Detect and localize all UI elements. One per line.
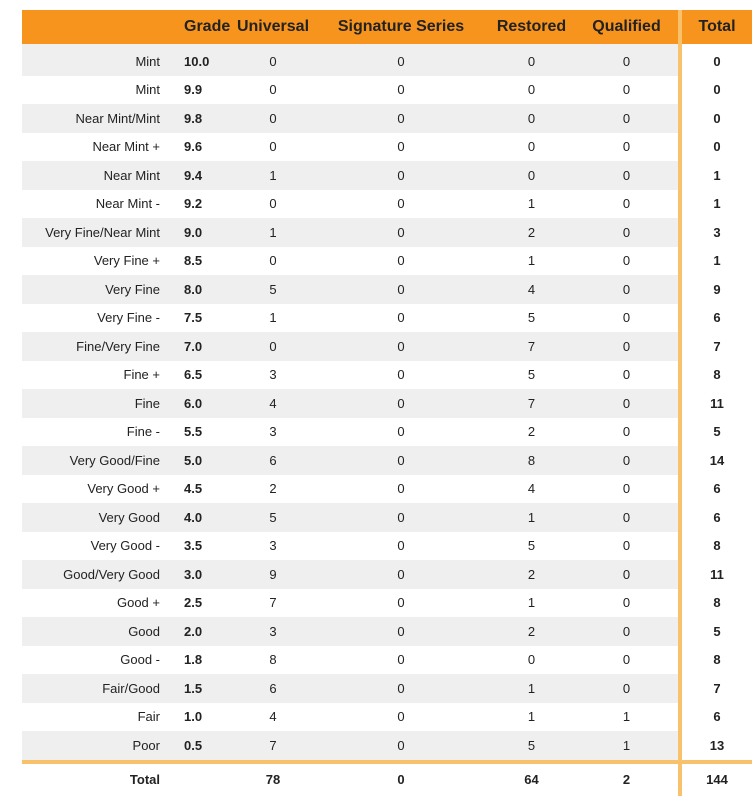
restored-cell: 0 (488, 161, 575, 190)
grade-name-cell: Fine/Very Fine (22, 332, 160, 361)
universal-cell: 9 (232, 560, 314, 589)
total-cell: 3 (680, 218, 752, 247)
signature-series-cell: 0 (314, 304, 488, 333)
signature-series-cell: 0 (314, 332, 488, 361)
signature-series-cell: 0 (314, 646, 488, 675)
restored-cell: 1 (488, 503, 575, 532)
grade-value-cell: 2.5 (160, 589, 232, 618)
grade-value-cell: 1.5 (160, 674, 232, 703)
qualified-cell: 0 (575, 161, 680, 190)
table-row (22, 44, 752, 76)
header-universal: Universal (232, 10, 314, 44)
grade-name-cell: Good/Very Good (22, 560, 160, 589)
total-cell: 7 (680, 332, 752, 361)
restored-cell: 0 (488, 104, 575, 133)
grade-value-cell: 6.0 (160, 389, 232, 418)
total-cell: 6 (680, 503, 752, 532)
table-row (22, 503, 752, 532)
grade-value-cell: 1.8 (160, 646, 232, 675)
total-cell: 8 (680, 361, 752, 390)
grade-value-cell: 5.0 (160, 446, 232, 475)
grade-value-cell: 5.5 (160, 418, 232, 447)
table-header (22, 10, 752, 44)
universal-cell: 0 (232, 104, 314, 133)
total-cell: 11 (680, 560, 752, 589)
header-total: Total (680, 10, 752, 44)
universal-cell: 0 (232, 133, 314, 162)
restored-cell: 1 (488, 674, 575, 703)
grade-name-cell: Mint (22, 76, 160, 105)
grade-value-cell: 7.5 (160, 304, 232, 333)
totals-row (22, 762, 752, 796)
grade-value-cell: 2.0 (160, 617, 232, 646)
grade-name-cell: Very Fine - (22, 304, 160, 333)
qualified-cell: 1 (575, 731, 680, 762)
grade-value-cell: 9.9 (160, 76, 232, 105)
table-row (22, 532, 752, 561)
total-cell: 1 (680, 247, 752, 276)
restored-cell: 2 (488, 218, 575, 247)
signature-series-cell: 0 (314, 275, 488, 304)
total-cell: 6 (680, 703, 752, 732)
table-row (22, 190, 752, 219)
signature-series-cell: 0 (314, 532, 488, 561)
restored-cell: 0 (488, 133, 575, 162)
qualified-cell: 0 (575, 589, 680, 618)
grade-value-cell: 9.0 (160, 218, 232, 247)
total-cell: 14 (680, 446, 752, 475)
restored-cell: 7 (488, 332, 575, 361)
grade-value-cell: 10.0 (160, 44, 232, 76)
universal-cell: 2 (232, 475, 314, 504)
restored-cell: 2 (488, 418, 575, 447)
grade-name-cell: Good + (22, 589, 160, 618)
grade-value-cell: 1.0 (160, 703, 232, 732)
qualified-cell: 0 (575, 76, 680, 105)
grade-value-cell: 4.0 (160, 503, 232, 532)
signature-series-cell: 0 (314, 76, 488, 105)
total-cell: 0 (680, 133, 752, 162)
table-footer (22, 762, 752, 796)
table-row (22, 560, 752, 589)
total-cell: 13 (680, 731, 752, 762)
qualified-cell: 0 (575, 532, 680, 561)
total-cell: 8 (680, 646, 752, 675)
qualified-cell: 0 (575, 133, 680, 162)
grade-value-cell: 9.8 (160, 104, 232, 133)
header-row (22, 10, 752, 44)
qualified-cell: 0 (575, 275, 680, 304)
restored-cell: 1 (488, 190, 575, 219)
signature-series-cell: 0 (314, 104, 488, 133)
total-cell: 1 (680, 161, 752, 190)
grade-name-cell: Near Mint/Mint (22, 104, 160, 133)
universal-cell: 1 (232, 304, 314, 333)
footer-universal: 78 (232, 762, 314, 796)
universal-cell: 3 (232, 617, 314, 646)
universal-cell: 0 (232, 332, 314, 361)
qualified-cell: 0 (575, 332, 680, 361)
qualified-cell: 0 (575, 418, 680, 447)
universal-cell: 0 (232, 76, 314, 105)
qualified-cell: 0 (575, 446, 680, 475)
table-row (22, 389, 752, 418)
signature-series-cell: 0 (314, 247, 488, 276)
signature-series-cell: 0 (314, 218, 488, 247)
signature-series-cell: 0 (314, 703, 488, 732)
restored-cell: 2 (488, 560, 575, 589)
restored-cell: 5 (488, 731, 575, 762)
grade-name-cell: Fair/Good (22, 674, 160, 703)
signature-series-cell: 0 (314, 161, 488, 190)
universal-cell: 0 (232, 44, 314, 76)
universal-cell: 0 (232, 190, 314, 219)
grade-value-cell: 7.0 (160, 332, 232, 361)
header-signature-series: Signature Series (314, 10, 488, 44)
qualified-cell: 0 (575, 475, 680, 504)
qualified-cell: 0 (575, 389, 680, 418)
restored-cell: 8 (488, 446, 575, 475)
table-row (22, 161, 752, 190)
restored-cell: 4 (488, 475, 575, 504)
header-grade: Grade (160, 10, 232, 44)
restored-cell: 5 (488, 361, 575, 390)
grade-name-cell: Fine (22, 389, 160, 418)
total-cell: 8 (680, 532, 752, 561)
table-row (22, 332, 752, 361)
signature-series-cell: 0 (314, 503, 488, 532)
signature-series-cell: 0 (314, 674, 488, 703)
footer-restored: 64 (488, 762, 575, 796)
table-row (22, 475, 752, 504)
grade-value-cell: 9.4 (160, 161, 232, 190)
grade-name-cell: Very Fine + (22, 247, 160, 276)
grade-name-cell: Fair (22, 703, 160, 732)
qualified-cell: 0 (575, 674, 680, 703)
grade-name-cell: Mint (22, 44, 160, 76)
grade-value-cell: 4.5 (160, 475, 232, 504)
universal-cell: 5 (232, 275, 314, 304)
header-grade-name (22, 10, 160, 44)
universal-cell: 5 (232, 503, 314, 532)
grade-value-cell: 3.0 (160, 560, 232, 589)
total-cell: 1 (680, 190, 752, 219)
qualified-cell: 0 (575, 361, 680, 390)
grade-value-cell: 3.5 (160, 532, 232, 561)
restored-cell: 2 (488, 617, 575, 646)
table-row (22, 76, 752, 105)
signature-series-cell: 0 (314, 361, 488, 390)
universal-cell: 8 (232, 646, 314, 675)
qualified-cell: 0 (575, 646, 680, 675)
total-cell: 5 (680, 418, 752, 447)
census-table (22, 10, 752, 796)
total-cell: 6 (680, 304, 752, 333)
table-row (22, 731, 752, 762)
total-cell: 9 (680, 275, 752, 304)
restored-cell: 0 (488, 44, 575, 76)
table-row (22, 104, 752, 133)
grade-name-cell: Very Good (22, 503, 160, 532)
table-row (22, 361, 752, 390)
total-cell: 11 (680, 389, 752, 418)
header-restored: Restored (488, 10, 575, 44)
restored-cell: 1 (488, 589, 575, 618)
footer-signature-series: 0 (314, 762, 488, 796)
grade-name-cell: Very Fine/Near Mint (22, 218, 160, 247)
total-cell: 0 (680, 76, 752, 105)
universal-cell: 3 (232, 532, 314, 561)
grade-name-cell: Very Good + (22, 475, 160, 504)
universal-cell: 3 (232, 418, 314, 447)
qualified-cell: 0 (575, 44, 680, 76)
table-row (22, 247, 752, 276)
universal-cell: 0 (232, 247, 314, 276)
grade-name-cell: Poor (22, 731, 160, 762)
footer-qualified: 2 (575, 762, 680, 796)
signature-series-cell: 0 (314, 133, 488, 162)
universal-cell: 4 (232, 703, 314, 732)
table-row (22, 304, 752, 333)
signature-series-cell: 0 (314, 560, 488, 589)
total-cell: 0 (680, 104, 752, 133)
qualified-cell: 0 (575, 218, 680, 247)
signature-series-cell: 0 (314, 589, 488, 618)
table-row (22, 674, 752, 703)
header-qualified: Qualified (575, 10, 680, 44)
signature-series-cell: 0 (314, 617, 488, 646)
total-cell: 5 (680, 617, 752, 646)
restored-cell: 4 (488, 275, 575, 304)
grade-name-cell: Near Mint + (22, 133, 160, 162)
total-cell: 8 (680, 589, 752, 618)
restored-cell: 0 (488, 646, 575, 675)
grade-name-cell: Near Mint - (22, 190, 160, 219)
grade-name-cell: Near Mint (22, 161, 160, 190)
universal-cell: 6 (232, 674, 314, 703)
table-row (22, 133, 752, 162)
total-cell: 6 (680, 475, 752, 504)
qualified-cell: 0 (575, 104, 680, 133)
signature-series-cell: 0 (314, 418, 488, 447)
signature-series-cell: 0 (314, 389, 488, 418)
universal-cell: 3 (232, 361, 314, 390)
restored-cell: 5 (488, 304, 575, 333)
grade-value-cell: 8.5 (160, 247, 232, 276)
total-cell: 0 (680, 44, 752, 76)
signature-series-cell: 0 (314, 475, 488, 504)
table-body (22, 44, 752, 762)
table-row (22, 446, 752, 475)
qualified-cell: 0 (575, 503, 680, 532)
census-table-container (22, 10, 752, 796)
signature-series-cell: 0 (314, 731, 488, 762)
grade-value-cell: 8.0 (160, 275, 232, 304)
total-cell: 7 (680, 674, 752, 703)
grade-value-cell: 6.5 (160, 361, 232, 390)
universal-cell: 7 (232, 731, 314, 762)
table-row (22, 589, 752, 618)
footer-total: 144 (680, 762, 752, 796)
qualified-cell: 0 (575, 304, 680, 333)
restored-cell: 7 (488, 389, 575, 418)
grade-name-cell: Good (22, 617, 160, 646)
qualified-cell: 0 (575, 617, 680, 646)
qualified-cell: 0 (575, 247, 680, 276)
table-row (22, 646, 752, 675)
grade-name-cell: Very Fine (22, 275, 160, 304)
grade-name-cell: Very Good/Fine (22, 446, 160, 475)
universal-cell: 6 (232, 446, 314, 475)
restored-cell: 5 (488, 532, 575, 561)
grade-value-cell: 9.2 (160, 190, 232, 219)
grade-name-cell: Fine - (22, 418, 160, 447)
grade-value-cell: 9.6 (160, 133, 232, 162)
signature-series-cell: 0 (314, 44, 488, 76)
restored-cell: 1 (488, 703, 575, 732)
grade-name-cell: Fine + (22, 361, 160, 390)
universal-cell: 4 (232, 389, 314, 418)
table-row (22, 617, 752, 646)
footer-label: Total (22, 762, 160, 796)
signature-series-cell: 0 (314, 446, 488, 475)
qualified-cell: 0 (575, 560, 680, 589)
universal-cell: 1 (232, 161, 314, 190)
grade-value-cell: 0.5 (160, 731, 232, 762)
grade-name-cell: Good - (22, 646, 160, 675)
restored-cell: 0 (488, 76, 575, 105)
restored-cell: 1 (488, 247, 575, 276)
universal-cell: 1 (232, 218, 314, 247)
table-row (22, 275, 752, 304)
qualified-cell: 1 (575, 703, 680, 732)
signature-series-cell: 0 (314, 190, 488, 219)
footer-grade (160, 762, 232, 796)
universal-cell: 7 (232, 589, 314, 618)
table-row (22, 418, 752, 447)
grade-name-cell: Very Good - (22, 532, 160, 561)
qualified-cell: 0 (575, 190, 680, 219)
table-row (22, 703, 752, 732)
table-row (22, 218, 752, 247)
